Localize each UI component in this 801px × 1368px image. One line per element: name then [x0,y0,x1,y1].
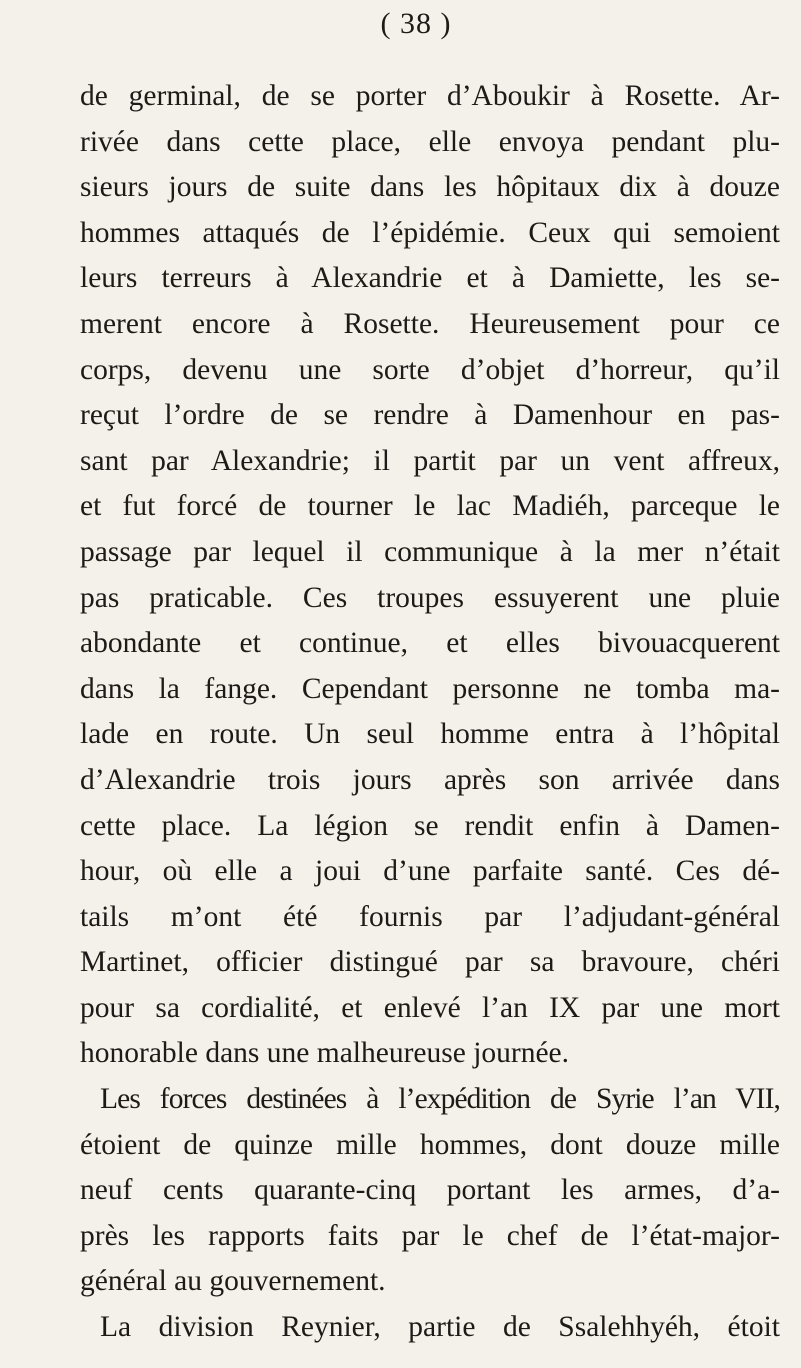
text-line: neuf cents quarante-cinq portant les armes, d’a- [80,1174,780,1207]
text-line: pas praticable. Ces troupes essuyerent une pluie [80,581,780,614]
text-line: pour sa cordialité, et enlevé l’an IX par une mort [80,991,780,1024]
body-text [80,74,780,1351]
text-line: honorable dans une malheureuse journée. [80,1037,570,1070]
text-line: Les forces destinées à l’expédition de Syrie l’an VII, [100,1083,780,1116]
text-line: sieurs jours de suite dans les hôpitaux dix à douze [80,171,780,204]
text-line: de germinal, de se porter d’Aboukir à Rosette. Ar- [80,80,780,112]
text-line: leurs terreurs à Alexandrie et à Damiette, les se- [80,262,780,295]
text-line: Martinet, officier distingué par sa bravoure, chéri [80,946,780,979]
text-line: tails m’ont été fournis par l’adjudant-général [80,900,780,933]
text-line: général au gouvernement. [80,1265,386,1298]
text-line: rivée dans cette place, elle envoya pendant plu- [80,125,780,158]
text-line: abondante et continue, et elles bivouacquerent [80,627,780,660]
text-line: sant par Alexandrie; il partit par un vent affreux, [80,444,780,477]
text-line: d’Alexandrie trois jours après son arrivée dans [80,763,780,796]
text-line: près les rapports faits par le chef de l’état-major- [80,1219,780,1252]
page-number: ( 38 ) [380,7,452,40]
text-line: dans la fange. Cependant personne ne tomba ma- [80,672,780,705]
text-line: lade en route. Un seul homme entra à l’hôpital [80,718,780,751]
text-line: hour, où elle a joui d’une parfaite santé. Ces dé- [80,855,780,888]
text-line: cette place. La légion se rendit enfin à Damen- [80,809,780,842]
text-line: corps, devenu une sorte d’objet d’horreur, qu’il [80,353,780,386]
text-line: hommes attaqués de l’épidémie. Ceux qui semoient [80,216,780,249]
text-line: passage par lequel il communique à la mer n’était [80,535,780,568]
text-line: étoient de quinze mille hommes, dont douze mille [80,1128,780,1161]
text-line: merent encore à Rosette. Heureusement pour ce [80,307,780,340]
text-line: et fut forcé de tourner le lac Madiéh, parceque le [80,490,780,523]
text-line: reçut l’ordre de se rendre à Damenhour en pas- [80,399,780,432]
text-line: La division Reynier, partie de Ssalehhyéh, étoit [100,1311,780,1344]
